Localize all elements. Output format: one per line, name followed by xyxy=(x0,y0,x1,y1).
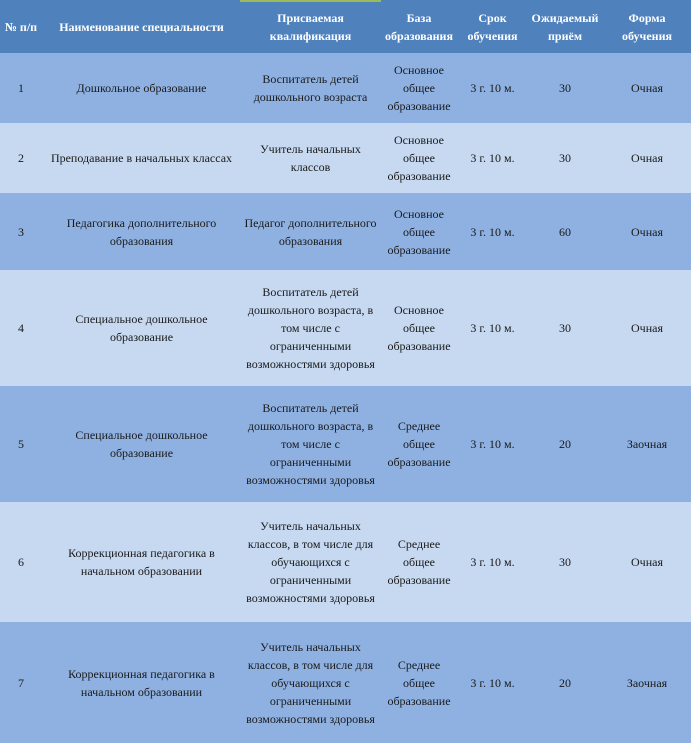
cell-study-form: Очная xyxy=(631,224,663,239)
cell-study-form: Заочная xyxy=(626,675,668,690)
top-accent-line xyxy=(240,0,381,2)
cell-num: 4 xyxy=(18,321,24,335)
cell-num: 7 xyxy=(18,675,24,690)
header-qualification: Присваемая квалификация xyxy=(269,10,352,43)
cell-education-base: Среднее общее образование xyxy=(387,419,451,469)
cell-specialty-name: Дошкольное образование xyxy=(76,81,207,95)
cell-education-base: Основное общее образование xyxy=(387,63,451,113)
cell-study-term: 3 г. 10 м. xyxy=(470,675,515,690)
table-row xyxy=(0,386,691,502)
cell-qualification: Воспитатель детей дошкольного возраста xyxy=(253,72,368,104)
cell-expected-intake: 30 xyxy=(559,151,571,165)
cell-study-term: 3 г. 10 м. xyxy=(470,151,515,165)
table-row xyxy=(0,270,691,386)
cell-num: 1 xyxy=(18,81,24,95)
cell-num: 6 xyxy=(18,555,24,569)
header-education-base: База образования xyxy=(385,10,453,43)
cell-education-base: Основное общее образование xyxy=(387,206,451,257)
cell-num: 5 xyxy=(18,437,24,451)
cell-study-term: 3 г. 10 м. xyxy=(470,555,515,569)
cell-num: 2 xyxy=(18,151,24,165)
cell-education-base: Среднее общее образование xyxy=(387,657,451,708)
cell-expected-intake: 20 xyxy=(559,437,571,451)
cell-qualification: Учитель начальных классов, в том числе для обучающихся с ограниченными возможностями здоровья xyxy=(246,639,375,726)
cell-num: 3 xyxy=(18,224,24,239)
header-study-form: Форма обучения xyxy=(622,10,672,43)
cell-qualification: Педагог дополнительного образования xyxy=(244,215,377,248)
cell-study-term: 3 г. 10 м. xyxy=(470,224,515,239)
cell-study-term: 3 г. 10 м. xyxy=(470,437,515,451)
cell-qualification: Учитель начальных классов xyxy=(260,142,361,174)
cell-qualification: Воспитатель детей дошкольного возраста, в том числе с ограниченными возможностями здоровья xyxy=(246,285,375,371)
cell-specialty-name: Специальное дошкольное образование xyxy=(75,428,208,460)
cell-qualification: Воспитатель детей дошкольного возраста, в том числе с ограниченными возможностями здоровья xyxy=(246,401,375,487)
table-row xyxy=(0,193,691,270)
cell-expected-intake: 20 xyxy=(559,675,571,690)
cell-study-form: Очная xyxy=(631,81,663,95)
cell-expected-intake: 30 xyxy=(559,555,571,569)
header-study-term: Срок обучения xyxy=(467,10,518,43)
cell-study-form: Очная xyxy=(631,555,663,569)
cell-specialty-name: Преподавание в начальных классах xyxy=(50,151,233,165)
cell-expected-intake: 30 xyxy=(559,321,571,335)
table-row xyxy=(0,53,691,123)
header-expected-intake: Ожидаемый приём xyxy=(531,10,599,43)
cell-study-term: 3 г. 10 м. xyxy=(470,81,515,95)
cell-specialty-name: Коррекционная педагогика в начальном образовании xyxy=(68,546,215,578)
cell-expected-intake: 30 xyxy=(559,81,571,95)
cell-study-term: 3 г. 10 м. xyxy=(470,321,515,335)
cell-specialty-name: Специальное дошкольное образование xyxy=(75,312,208,344)
cell-qualification: Учитель начальных классов, в том числе для обучающихся с ограниченными возможностями здоровья xyxy=(246,519,375,605)
cell-expected-intake: 60 xyxy=(559,224,571,239)
cell-education-base: Основное общее образование xyxy=(387,303,451,353)
table-header-row xyxy=(0,0,691,53)
cell-study-form: Очная xyxy=(631,151,663,165)
table-row xyxy=(0,502,691,622)
cell-education-base: Среднее общее образование xyxy=(387,537,451,587)
cell-specialty-name: Педагогика дополнительного образования xyxy=(66,215,217,248)
cell-study-form: Очная xyxy=(631,321,663,335)
table-row xyxy=(0,123,691,193)
cell-specialty-name: Коррекционная педагогика в начальном образовании xyxy=(68,666,215,699)
cell-study-form: Заочная xyxy=(626,437,668,451)
header-specialty-name: Наименование специальности xyxy=(59,19,224,34)
header-num: № п/п xyxy=(4,19,38,34)
table-row xyxy=(0,622,691,743)
cell-education-base: Основное общее образование xyxy=(387,133,451,183)
